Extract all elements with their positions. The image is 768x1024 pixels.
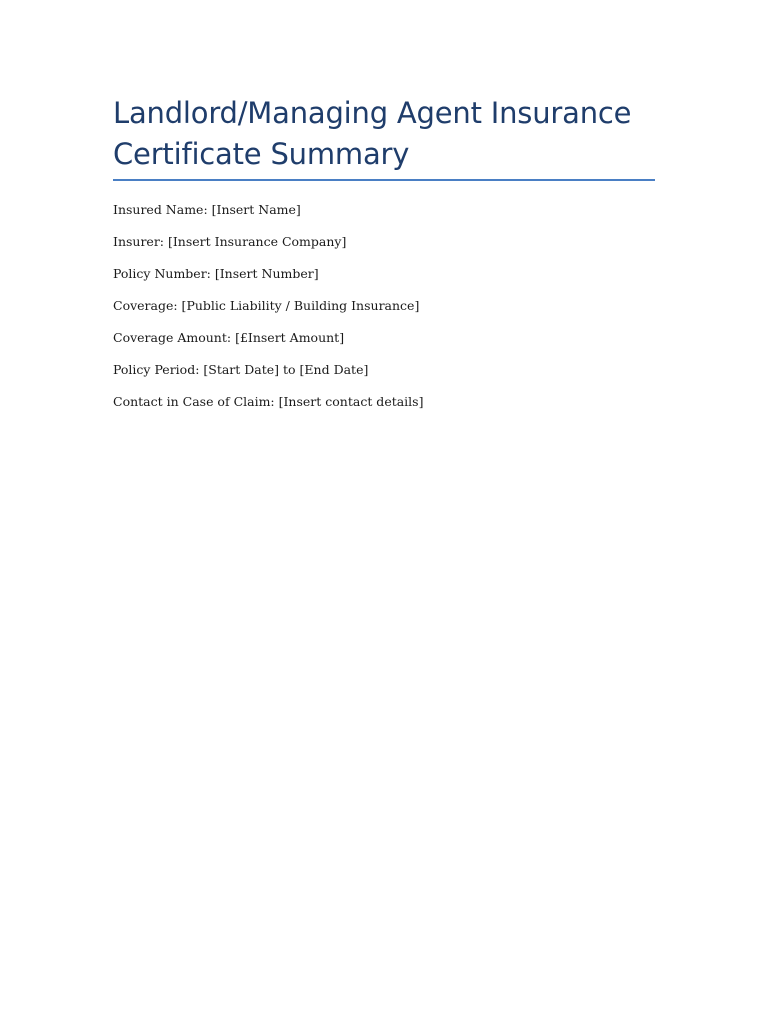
field-coverage: Coverage: [Public Liability / Building Insurance] — [113, 298, 420, 313]
title-underline — [113, 179, 655, 181]
field-coverage-amount: Coverage Amount: [£Insert Amount] — [113, 330, 345, 345]
document-title: Landlord/Managing Agent Insurance Certificate Summary — [113, 96, 632, 171]
field-insured-name: Insured Name: [Insert Name] — [113, 202, 301, 217]
field-insurer: Insurer: [Insert Insurance Company] — [113, 234, 347, 249]
field-list — [113, 200, 423, 424]
field-policy-period: Policy Period: [Start Date] to [End Date] — [113, 362, 369, 377]
field-claim-contact: Contact in Case of Claim: [Insert contact details] — [113, 394, 424, 409]
field-policy-number: Policy Number: [Insert Number] — [113, 266, 319, 281]
